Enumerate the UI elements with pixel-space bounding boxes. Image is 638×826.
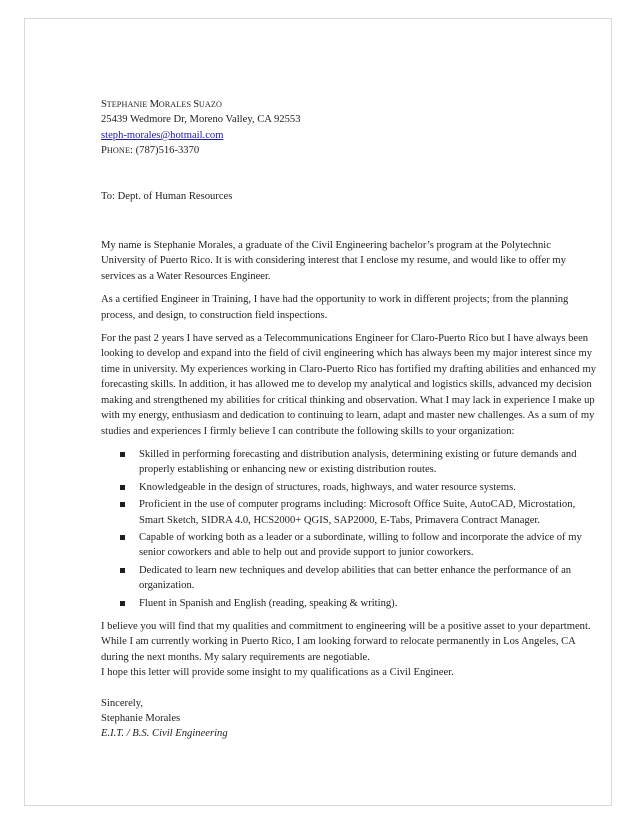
list-item <box>101 447 597 478</box>
list-item <box>101 596 597 611</box>
recipient-line: To: Dept. of Human Resources <box>101 190 233 202</box>
skill-text: Knowledgeable in the design of structures, roads, highways, and water resource systems. <box>139 481 516 493</box>
skills-list <box>101 447 597 611</box>
skill-text: Proficient in the use of computer programs including: Microsoft Office Suite, AutoCAD, Microstation, Smart Sketch, SIDRA 4.0, HCS2000+ QGIS, SAP2000, E-Tabs, Primavera Contract Manager. <box>139 499 576 526</box>
skill-text: Fluent in Spanish and English (reading, speaking & writing). <box>139 597 398 609</box>
body-paragraph-intro: My name is Stephanie Morales, a graduate of the Civil Engineering bachelor’s program at the Polytechnic University of Puerto Rico. It is with considering interest that I enclose my resume, and would like to offer my services as a Water Resources Engineer. <box>101 240 566 282</box>
signer-title: E.I.T. / B.S. Civil Engineering <box>101 728 228 740</box>
closing-line: I hope this letter will provide some insight to my qualifications as a Civil Engineer. <box>101 667 454 679</box>
name-initial: S <box>193 99 199 110</box>
sender-address: 25439 Wedmore Dr, Moreno Valley, CA 92553 <box>101 114 301 126</box>
name-rest: ORALES <box>158 100 194 109</box>
name-rest: TEPHANIE <box>106 100 150 109</box>
letter-content <box>101 97 597 742</box>
phone-value: : (787)516-3370 <box>130 145 200 157</box>
skill-text: Dedicated to learn new techniques and develop abilities that can better enhance the performance of an organization. <box>139 564 572 592</box>
square-bullet-icon <box>120 485 125 490</box>
list-item <box>101 480 597 495</box>
list-item <box>101 497 597 528</box>
body-paragraph-certification: As a certified Engineer in Training, I have had the opportunity to work in different projects; from the planning process, and design, to construction field inspections. <box>101 294 569 321</box>
square-bullet-icon <box>120 452 125 457</box>
sender-email-link[interactable]: steph-morales@hotmail.com <box>101 129 224 141</box>
sender-name <box>101 97 597 112</box>
signoff-block <box>101 696 597 742</box>
name-initial: M <box>149 99 159 110</box>
sender-phone <box>101 143 597 158</box>
name-initial: S <box>101 99 107 110</box>
square-bullet-icon <box>120 568 125 573</box>
square-bullet-icon <box>120 535 125 540</box>
square-bullet-icon <box>120 502 125 507</box>
skill-text: Capable of working both as a leader or a subordinate, willing to follow and incorporate the advice of my senior coworkers and able to help out and provide support to junior coworkers. <box>139 531 582 559</box>
list-item <box>101 563 597 594</box>
phone-label-rest: HONE <box>106 146 131 156</box>
square-bullet-icon <box>120 601 125 606</box>
letter-page <box>24 18 612 806</box>
body-paragraph-experience: For the past 2 years I have served as a Telecommunications Engineer for Claro-Puerto Rico but I have always been looking to develop and expand into the field of civil engineering which has always been my major interest since my time in university. My experiences working in Claro-Puerto Rico has fortified my drafting abilities and enhanced my forecasting skills. In addition, it has allowed me to develop my analytical and logistics skills, advanced my decision making and strengthened my abilities for critical thinking and observation. What I may lack in experience I make up with my energy, enthusiasm and dedication to continuing to learn, adapt and master new challenges. As a sum of my studies and experiences I firmly believe I can contribute the following skills to your organization: <box>101 333 597 437</box>
name-rest: UAZO <box>198 100 223 109</box>
salutation: Sincerely, <box>101 697 143 709</box>
signer-name: Stephanie Morales <box>101 713 181 724</box>
phone-label-initial: P <box>101 145 107 157</box>
list-item <box>101 530 597 561</box>
closing-paragraph: I believe you will find that my qualities and commitment to engineering will be a positive asset to your department. While I am currently working in Puerto Rico, I am looking forward to relocate permanently in Los Angeles, CA during the next months. My salary requirements are negotiable. <box>101 620 591 663</box>
skill-text: Skilled in performing forecasting and distribution analysis, determining existing or future demands and properly establishing or enhancing new or existing distribution routes. <box>139 448 577 476</box>
